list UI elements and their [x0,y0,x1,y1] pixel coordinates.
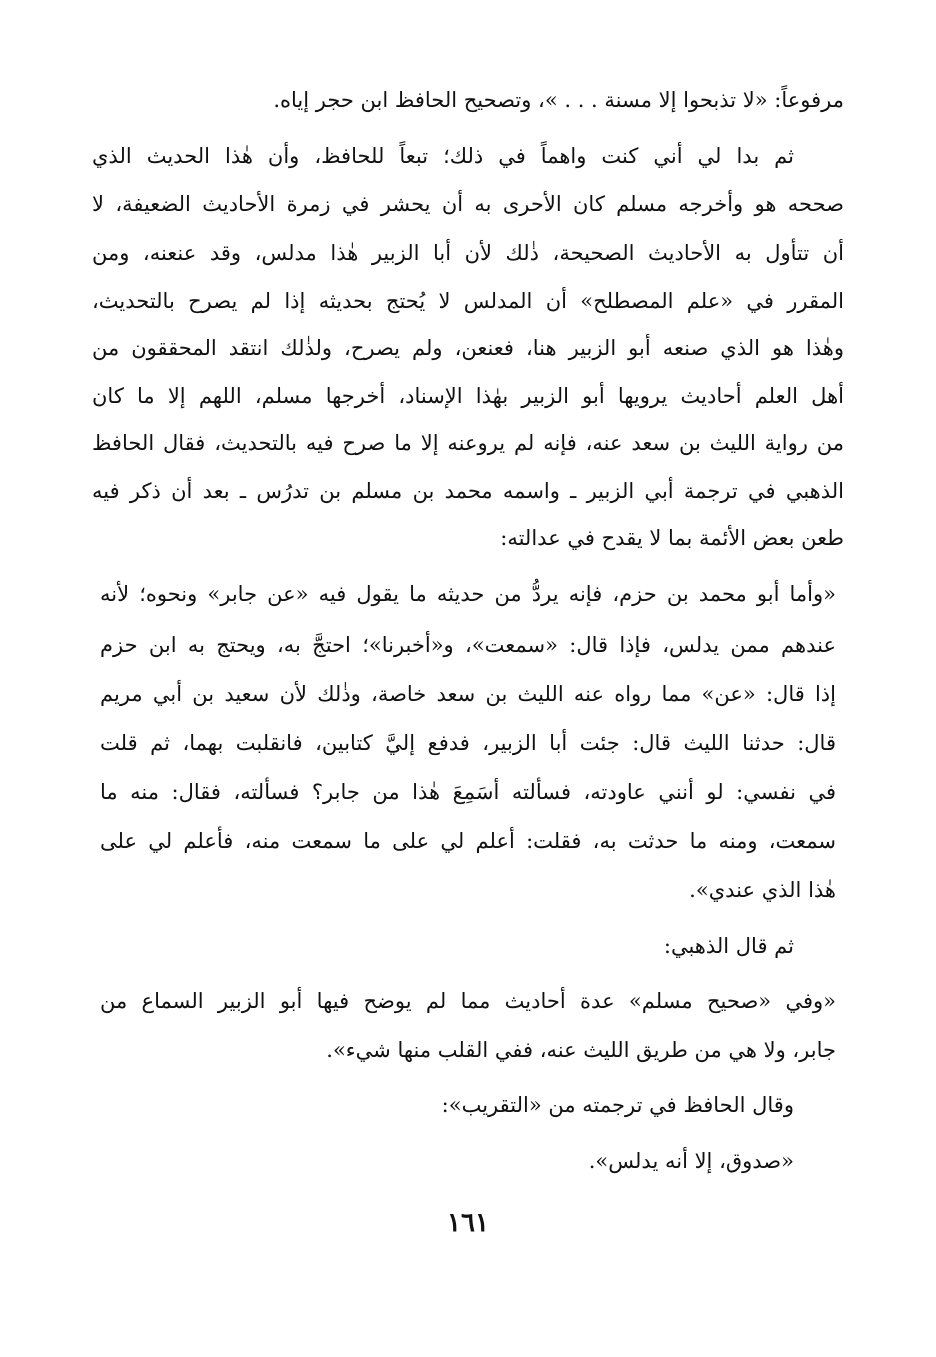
quote-line: سمعت، ومنه ما حدثت به، فقلت: أعلم لي على ما سمعت منه، فأعلم لي على [100,829,836,853]
quote-line: «وأما أبو محمد بن حزم، فإنه يردُّ من حديثه ما يقول فيه «عن جابر» ونحوه؛ لأنه [100,582,836,606]
text-line: المقرر في «علم المصطلح» أن المدلس لا يُحتج بحديثه إذا لم يصرح بالتحديث، [92,289,844,313]
text-line: صححه هو وأخرجه مسلم كان الأحرى به أن يحشر في زمرة الأحاديث الضعيفة، لا [92,192,844,216]
text-line: أن تتأول به الأحاديث الصحيحة، ذٰلك لأن أبا الزبير هٰذا مدلس، وقد عنعنه، ومن [92,241,844,265]
quote-line: في نفسي: لو أنني عاودته، فسألته أسَمِعَ هٰذا من جابر؟ فسألته، فقال: منه ما [100,780,836,804]
quote-line: «وفي «صحيح مسلم» عدة أحاديث مما لم يوضح فيها أبو الزبير السماع من [100,989,836,1013]
text-line: أهل العلم أحاديث يرويها أبو الزبير بهٰذا الإسناد، أخرجها مسلم، اللهم إلا ما كان [92,384,844,408]
quote-line: قال: حدثنا الليث قال: جئت أبا الزبير، فدفع إليَّ كتابين، فانقلبت بهما، ثم قلت [100,731,836,755]
text-line: وهٰذا هو الذي صنعه أبو الزبير هنا، فعنعن، ولم يصرح، ولذٰلك انتقد المحققون من [92,336,844,360]
quote-line: عندهم ممن يدلس، فإذا قال: «سمعت»، و«أخبرنا»؛ احتجَّ به، ويحتج به ابن حزم [100,633,836,657]
page-number: ١٦١ [447,1208,489,1238]
text-line: ثم بدا لي أني كنت واهماً في ذلك؛ تبعاً للحافظ، وأن هٰذا الحديث الذي [92,144,794,168]
quote-line: «صدوق، إلا أنه يدلس». [588,1149,794,1173]
text-line: الذهبي في ترجمة أبي الزبير ـ واسمه محمد بن مسلم بن تدرُس ـ بعد أن ذكر فيه [92,479,844,503]
quote-line: جابر، ولا هي من طريق الليث عنه، ففي القلب منها شيء». [326,1038,836,1062]
text-line: مرفوعاً: «لا تذبحوا إلا مسنة . . . »، وتصحيح الحافظ ابن حجر إياه. [273,88,844,112]
text-line: ثم قال الذهبي: [663,934,794,958]
quote-line: إذا قال: «عن» مما رواه عنه الليث بن سعد خاصة، وذٰلك لأن سعيد بن أبي مريم [100,682,836,706]
quote-line: هٰذا الذي عندي». [689,878,836,902]
text-line: وقال الحافظ في ترجمته من «التقريب»: [441,1093,794,1117]
text-line: من رواية الليث بن سعد عنه، فإنه لم يروعنه إلا ما صرح فيه بالتحديث، فقال الحافظ [92,431,844,455]
text-line: طعن بعض الأئمة بما لا يقدح في عدالته: [500,526,844,550]
